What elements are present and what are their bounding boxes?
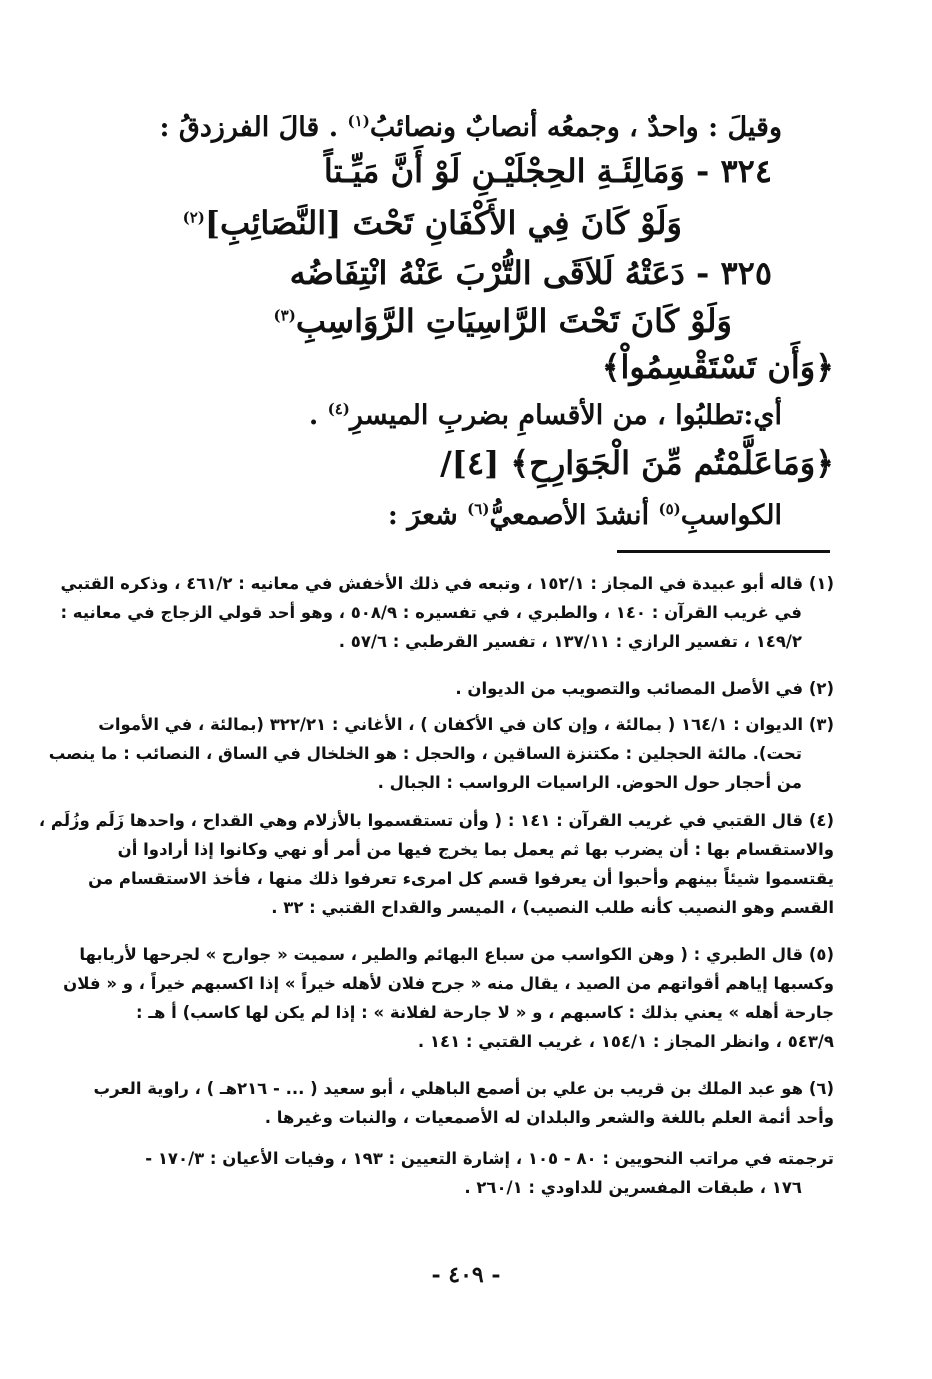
explanation-text: أي:تطلبُوا ، من الأقسامِ بضربِ الميسرِ bbox=[349, 400, 782, 431]
footnote-line: وكسبها إياهم أقواتهم من الصيد ، يقال منه « جرح فلان لأهله خيراً » إذا اكسبهم خيراً ، و « فلان bbox=[63, 974, 834, 993]
footnote-6-continued bbox=[92, 1144, 834, 1202]
verse-325-second-hemistich bbox=[274, 302, 732, 340]
footnote-marker-3: (٣) bbox=[273, 306, 296, 325]
footnote-line: (١) قاله أبو عبيدة في المجاز : ١٥٢/١ ، وتبعه في ذلك الأخفش في معانيه : ٤٦١/٢ ، وذكره القتبي bbox=[60, 574, 834, 593]
quran-quote-1: ﴿وَأَن تَسْتَقْسِمُواْ﴾ bbox=[601, 348, 834, 386]
verse-325-second-text: وَلَوْ كَانَ تَحْتَ الرَّاسِيَاتِ الرَّوَاسِبِ bbox=[295, 302, 732, 340]
verse-325-first-hemistich: ٣٢٥ - دَعَتْهُ لَلاَقَى التُّرْبَ عَنْهُ انْتِفَاضُه bbox=[289, 254, 772, 292]
footnote-6 bbox=[92, 1074, 834, 1132]
footnote-marker-5: (٥) bbox=[658, 500, 681, 518]
kawasib-word: الكواسبِ bbox=[680, 500, 782, 531]
verse-324-second-hemistich bbox=[183, 204, 682, 242]
intro-text: وقيلَ : واحدٌ ، وجمعُه أنصابٌ ونصائبُ bbox=[369, 112, 782, 143]
footnote-line: ٥٤٣/٩ ، وانظر المجاز : ١٥٤/١ ، غريب القتبي : ١٤١ . bbox=[417, 1032, 834, 1051]
footnote-line: ١٧٦ ، طبقات المفسرين للداودي : ٢٦٠/١ . bbox=[464, 1178, 802, 1197]
explanation-line bbox=[309, 400, 782, 431]
footnote-line: ١٤٩/٢ ، تفسير الرازي : ١٣٧/١١ ، تفسير القرطبي : ٥٧/٦ . bbox=[338, 632, 802, 651]
footnote-line: (٦) هو عبد الملك بن قريب بن علي بن أصمع الباهلي ، أبو سعيد ( ... - ٢١٦هـ ) ، راوية العرب bbox=[93, 1079, 834, 1098]
intro-line bbox=[160, 112, 782, 143]
footnote-line: القسم وهو النصيب كأنه طلب النصيب) ، الميسر والقداح القتبي : ٣٢ . bbox=[271, 898, 834, 917]
footnote-line: في غريب القرآن : ١٤٠ ، والطبري ، في تفسيره : ٥٠٨/٩ ، وهو أحد قولي الزجاج في معانيه : bbox=[60, 603, 802, 622]
kawasib-line bbox=[388, 500, 782, 531]
verse-324-second-text: وَلَوْ كَانَ فِي الأَكْفَانِ تَحْتَ [النَّصَائِبِ] bbox=[204, 204, 682, 242]
footnote-line: وأحد أئمة العلم باللغة والشعر والبلدان له الأصمعيات ، والنبات وغيرها . bbox=[264, 1108, 834, 1127]
footnote-line: (٤) قال القتبي في غريب القرآن : ١٤١ : ( وأن تستقسموا بالأزلام وهي القداح ، واحدها زَلَم وزُلَم ، bbox=[38, 811, 834, 830]
footnote-marker-6: (٦) bbox=[467, 500, 490, 518]
footnote-line: من أحجار حول الحوض. الراسيات الرواسب : الجبال . bbox=[377, 773, 802, 792]
footnote-marker-1: (١) bbox=[347, 112, 370, 130]
quran-quote-2: ﴿وَمَاعَلَّمْتُم مِّنَ الْجَوَارِحِ﴾ [٤]/ bbox=[440, 444, 834, 482]
footnote-3 bbox=[48, 710, 834, 797]
footnote-4 bbox=[38, 806, 834, 922]
footnote-line: يقتسموا شيئاً بينهم وأحبوا أن يعرفوا قسم كل امرىء تعرفوا ذلك منها ، فأخذ الاستقسام من bbox=[88, 869, 834, 888]
footnote-marker-4: (٤) bbox=[327, 400, 350, 418]
shir-text: شعرَ : bbox=[387, 500, 468, 531]
footnote-line: (٢) في الأصل المصائب والتصويب من الديوان . bbox=[455, 679, 834, 698]
explanation-tail: . bbox=[308, 400, 328, 431]
footnote-line: ترجمته في مراتب النحويين : ٨٠ - ١٠٥ ، إشارة التعيين : ١٩٣ ، وفيات الأعيان : ١٧٠/٣ - bbox=[145, 1149, 834, 1168]
page-number: - ٤٠٩ - bbox=[431, 1262, 501, 1288]
footnote-line: (٥) قال الطبري : ( وهن الكواسب من سباع البهائم والطير ، سميت « جوارح » لجرحها لأربابها bbox=[79, 945, 834, 964]
footnote-5 bbox=[63, 940, 834, 1056]
footnote-2 bbox=[92, 674, 834, 703]
footnote-line: (٣) الديوان : ١٦٤/١ ( بمالئة ، وإن كان في الأكفان ) ، الأغاني : ٣٢٢/٢١ (بمالئة ، في الأموات bbox=[98, 715, 834, 734]
footnote-line: تحت). مالئة الحجلين : مكتنزة الساقين ، والحجل : هو الخلخال في الساق ، النصائب : ما ينصب bbox=[48, 744, 802, 763]
footnote-line: والاستقسام بها : أن يضرب بها ثم يعمل بما يخرج فيها من أمر أو نهي وكانوا إذا أرادوا أن bbox=[117, 840, 834, 859]
footnote-separator bbox=[617, 550, 830, 553]
footnote-marker-2: (٢) bbox=[182, 208, 205, 227]
footnote-line: جارحة أهله » يعني بذلك : كاسبهم ، و « لا جارحة لفلانة » : إذا لم يكن لها كاسب) أ هـ : bbox=[136, 1003, 834, 1022]
verse-324-first-hemistich: ٣٢٤ - وَمَالِئَـةِ الحِجْلَيْـنِ لَوْ أَنَّ مَيِّـتاً bbox=[323, 152, 772, 190]
asmai-text: أنشدَ الأصمعيُّ bbox=[489, 500, 659, 531]
intro-tail: . قالَ الفرزدقُ : bbox=[159, 112, 348, 143]
footnote-1 bbox=[60, 569, 834, 656]
